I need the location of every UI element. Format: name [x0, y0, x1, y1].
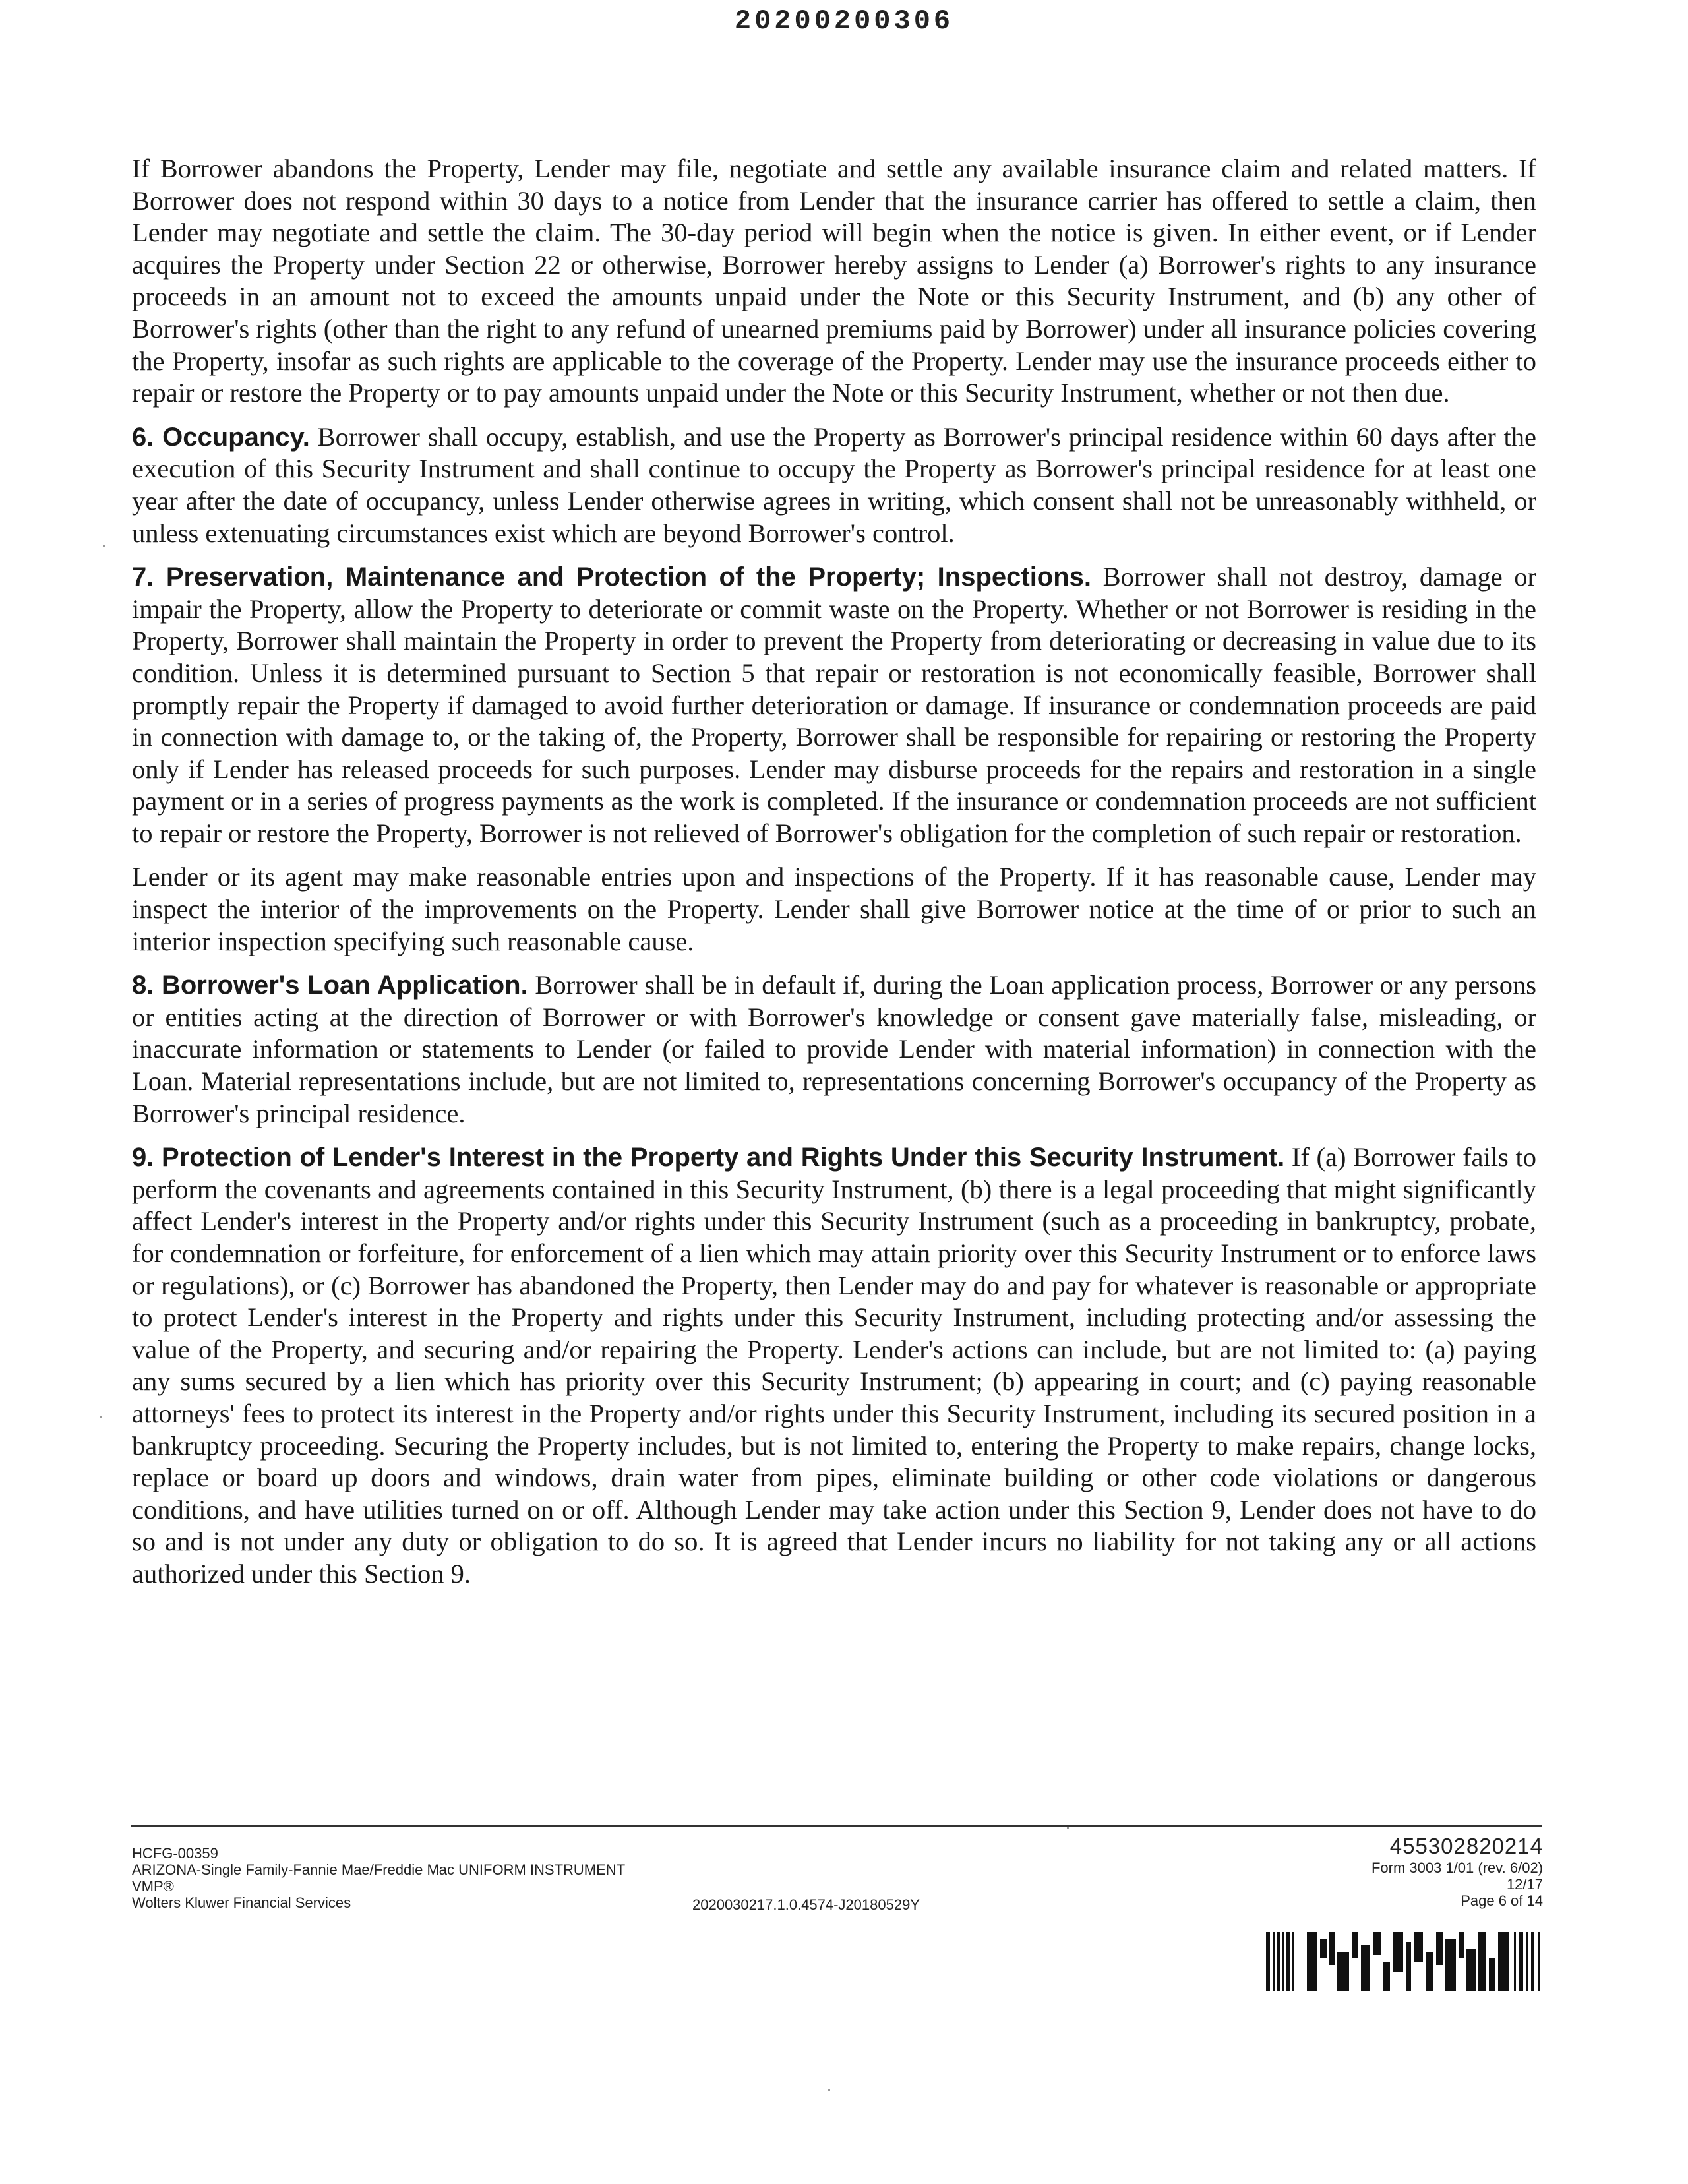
form-number: Form 3003 1/01 (rev. 6/02) — [1371, 1860, 1543, 1876]
barcode-icon — [1266, 1932, 1543, 1991]
scan-speck — [103, 545, 105, 547]
loan-number: 455302820214 — [1389, 1834, 1543, 1858]
section-text: Borrower shall be in default if, during the Loan application process, Borrower or any persons or entities acting at the direction of Borrower or with Borrower's knowledge or consent gave materially false, misleading, or inaccurate information or statements to Lender (or failed to provide Lender with material information) in connection with the Loan. Material representations include, but are not limited to, representations concerning Borrower's occupancy of the Property as Borrower's principal residence. — [132, 970, 1537, 1128]
paragraph-insurance-claim — [132, 153, 1536, 410]
paragraph-inspection — [132, 861, 1536, 957]
section-heading: 7. Preservation, Maintenance and Protection of the Property; Inspections. — [132, 562, 1092, 592]
publisher: Wolters Kluwer Financial Services — [132, 1895, 351, 1911]
section-heading: 8. Borrower's Loan Application. — [132, 971, 528, 1000]
paragraph-text: If Borrower abandons the Property, Lender may file, negotiate and settle any available insurance claim and related matters. If Borrower does not respond within 30 days to a notice from Lender that the insurance carrier has offered to settle a claim, then Lender may negotiate and settle the claim. The 30-day period will begin when the notice is given. In either event, or if Lender acquires the Property under Section 22 or otherwise, Borrower hereby assigns to Lender (a) Borrower's rights to any insurance proceeds in an amount not to exceed the amounts unpaid under the Note or this Security Instrument, and (b) any other of Borrower's rights (other than the right to any refund of unearned premiums paid by Borrower) under all insurance policies covering the Property, insofar as such rights are applicable to the coverage of the Property. Lender may use the insurance proceeds either to repair or restore the Property or to pay amounts unpaid under the Note or this Security Instrument, whether or not then due. — [132, 154, 1536, 408]
page-number: Page 6 of 14 — [1461, 1893, 1543, 1909]
document-body — [132, 153, 1536, 1602]
revision-date: 12/17 — [1506, 1876, 1543, 1893]
scan-speck — [100, 1416, 102, 1418]
section-text: Borrower shall occupy, establish, and use the Property as Borrower's principal residence within 60 days after the execution of this Security Instrument and shall continue to occupy the Property as Borrower's principal residence for at least one year after the date of occupancy, unless Lender otherwise agrees in writing, which consent shall not be unreasonably withheld, or unless extenuating circumstances exist which are beyond Borrower's control. — [132, 421, 1536, 548]
section-6-occupancy — [132, 421, 1536, 549]
section-text: Borrower shall not destroy, damage or impair the Property, allow the Property to deteriorate or commit waste on the Property. Whether or not Borrower is residing in the Property, Borrower shall maintain the Property in order to prevent the Property from deteriorating or decreasing in value due to its condition. Unless it is determined pursuant to Section 5 that repair or restoration is not economically feasible, Borrower shall promptly repair the Property if damaged to avoid further deterioration or damage. If insurance or condemnation proceeds are paid in connection with damage to, or the taking of, the Property, Borrower shall be responsible for repairing or restoring the Property only if Lender has released proceeds for such purposes. Lender may disburse proceeds for the repairs and restoration in a single payment or in a series of progress payments as the work is completed. If the insurance or condemnation proceeds are not sufficient to repair or restore the Property, Borrower is not relieved of Borrower's obligation for the completion of such repair or restoration. — [132, 562, 1537, 848]
paragraph-text: Lender or its agent may make reasonable entries upon and inspections of the Property. If it has reasonable cause, Lender may inspect the interior of the improvements on the Property. Lender shall give Borrower notice at the time of or prior to such an interior inspection specifying such reasonable cause. — [132, 862, 1536, 956]
section-7-preservation — [132, 561, 1536, 849]
section-9-protection — [132, 1141, 1536, 1590]
scan-speck — [828, 2089, 830, 2091]
section-8-loan-application — [132, 969, 1536, 1130]
vmp-mark: VMP® — [132, 1878, 174, 1895]
footer-form-info — [132, 1845, 625, 1911]
form-code: HCFG-00359 — [132, 1845, 218, 1862]
footer-page-info — [1372, 1833, 1543, 1909]
section-heading: 6. Occupancy. — [132, 422, 310, 452]
scan-speck — [1067, 1827, 1069, 1829]
footer-divider — [131, 1825, 1542, 1827]
form-title: ARIZONA-Single Family-Fannie Mae/Freddie Mac UNIFORM INSTRUMENT — [132, 1862, 626, 1878]
document-code: 2020030217.1.0.4574-J20180529Y — [692, 1896, 920, 1913]
section-heading: 9. Protection of Lender's Interest in the Property and Rights Under this Security Instrument. — [132, 1143, 1285, 1172]
recording-number: 20200200306 — [734, 5, 954, 37]
section-text: If (a) Borrower fails to perform the covenants and agreements contained in this Security Instrument, (b) there is a legal proceeding that might significantly affect Lender's interest in the Property and/or rights under this Security Instrument (such as a proceeding in bankruptcy, probate, for condemnation or forfeiture, for enforcement of a lien which may attain priority over this Security Instrument or to enforce laws or regulations), or (c) Borrower has abandoned the Property, then Lender may do and pay for whatever is reasonable or appropriate to protect Lender's interest in the Property and rights under this Security Instrument, including protecting and/or assessing the value of the Property, and securing and/or repairing the Property. Lender's actions can include, but are not limited to: (a) paying any sums secured by a lien which has priority over this Security Instrument; (b) appearing in court; and (c) paying reasonable attorneys' fees to protect its interest in the Property and/or rights under this Security Instrument, including its secured position in a bankruptcy proceeding. Securing the Property includes, but is not limited to, entering the Property to make repairs, change locks, replace or board up doors and windows, drain water from pipes, eliminate building or other code violations or dangerous conditions, and have utilities turned on or off. Although Lender may take action under this Section 9, Lender does not have to do so and is not under any duty or obligation to do so. It is agreed that Lender incurs no liability for not taking any or all actions authorized under this Section 9. — [132, 1142, 1536, 1589]
